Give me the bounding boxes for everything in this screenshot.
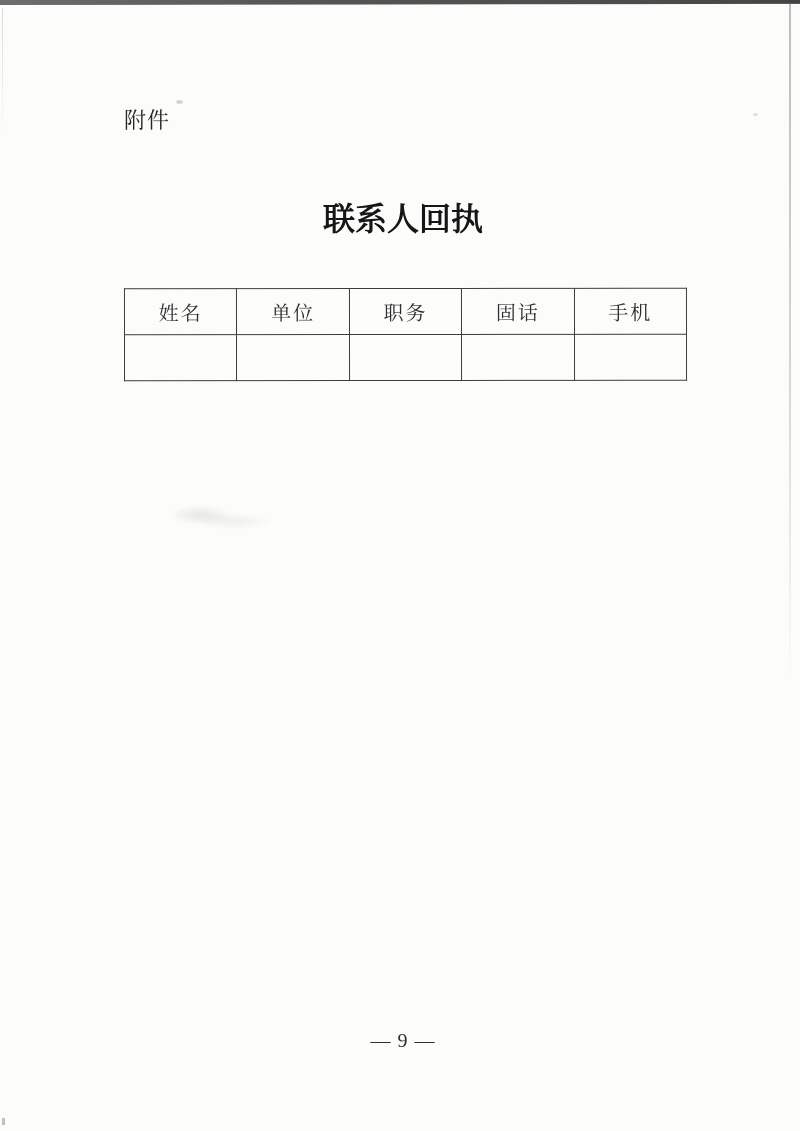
cell-mobile xyxy=(574,334,686,380)
page-number: — 9 — xyxy=(370,1030,436,1052)
cell-name xyxy=(125,335,237,381)
header-cell-landline: 固话 xyxy=(462,288,574,334)
header-cell-mobile: 手机 xyxy=(574,288,686,334)
table-header-row xyxy=(124,288,686,334)
table-row xyxy=(125,334,687,380)
scan-speck-artifact xyxy=(2,1118,5,1125)
document-title: 联系人回执 xyxy=(322,201,483,237)
cell-unit xyxy=(237,335,349,381)
scan-speck-artifact xyxy=(753,113,758,116)
scan-smudge-artifact xyxy=(155,496,275,538)
header-cell-position: 职务 xyxy=(349,288,461,334)
cell-landline xyxy=(462,334,574,380)
scan-right-edge-artifact xyxy=(789,4,791,684)
cell-position xyxy=(349,334,461,380)
contact-info-table xyxy=(124,288,687,381)
header-cell-name: 姓名 xyxy=(124,289,236,335)
scan-top-edge-artifact xyxy=(0,0,800,5)
header-cell-unit: 单位 xyxy=(237,289,349,335)
attachment-label: 附件 xyxy=(124,108,171,133)
scan-left-edge-artifact xyxy=(2,8,3,138)
scan-speck-artifact xyxy=(176,100,183,104)
